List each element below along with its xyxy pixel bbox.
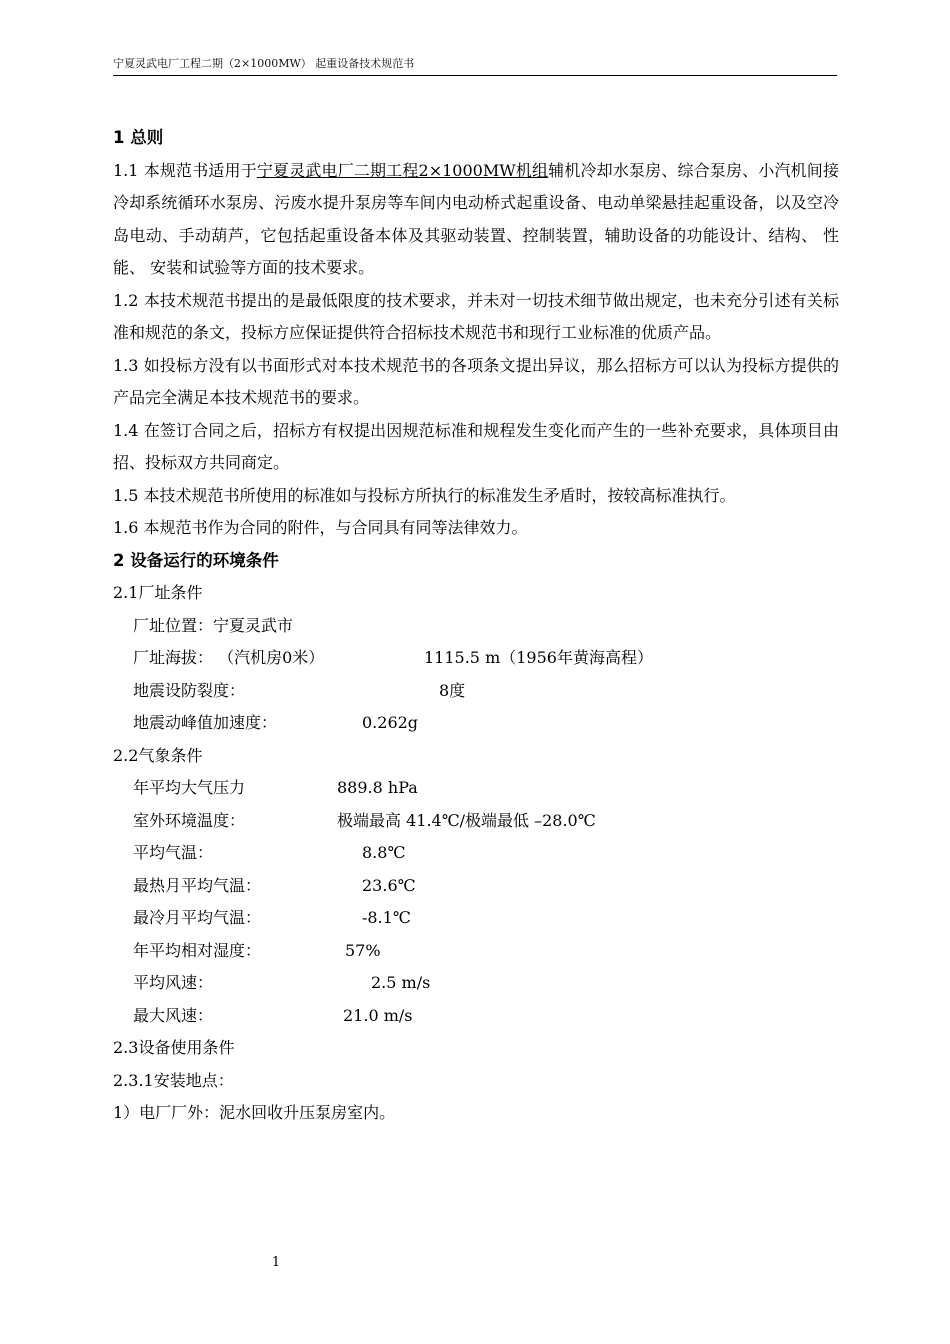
peak-acceleration-row bbox=[113, 707, 839, 740]
paragraph-1-1-rest: 辅机冷却水泵房、综合泵房、小汽机间接冷却系统循环水泵房、污废水提升泵房等车间内电动桥式起重设备、电动单梁悬挂起重设备，以及空冷岛电动、手动葫芦，它包括起重设备本体及其驱动装置、控制装置，辅助设备的功能设计、结构、 性能、 安装和试验等方面的技术要求。 bbox=[113, 160, 839, 277]
peak-acceleration-value: 0.262g bbox=[362, 713, 419, 732]
seismic-intensity-row bbox=[113, 675, 839, 708]
weather-value: 8.8℃ bbox=[362, 843, 406, 862]
weather-value: 2.5 m/s bbox=[371, 973, 431, 992]
paragraph-1-6: 1.6 本规范书作为合同的附件，与合同具有同等法律效力。 bbox=[113, 518, 528, 537]
weather-value: 57% bbox=[345, 940, 381, 960]
seismic-intensity-value: 8度 bbox=[439, 680, 466, 700]
subsection-2-2-heading: 2.2气象条件 bbox=[113, 745, 203, 765]
weather-row bbox=[113, 1000, 839, 1033]
running-header: 宁夏灵武电厂工程二期（2×1000MW） 起重设备技术规范书 bbox=[113, 57, 415, 70]
paragraph-1-1-lead: 1.1 本规范书适用于 bbox=[113, 160, 257, 180]
weather-value: -8.1℃ bbox=[362, 908, 411, 927]
document-body bbox=[113, 122, 839, 1130]
paragraph-1-2: 1.2 本技术规范书提出的是最低限度的技术要求，并未对一切技术细节做出规定，也未充分引述有关标准和规范的条文，投标方应保证提供符合招标技术规范书和现行工业标准的优质产品。 bbox=[113, 290, 839, 342]
weather-value: 极端最高 41.4℃/极端最低 –28.0℃ bbox=[337, 810, 596, 830]
site-location-row bbox=[113, 610, 839, 643]
project-name-underlined: 宁夏灵武电厂二期工程2×1000MW机组 bbox=[256, 160, 549, 180]
site-location-text: 厂址位置：宁夏灵武市 bbox=[133, 615, 294, 635]
header-rule bbox=[113, 75, 837, 76]
site-altitude-row bbox=[113, 642, 839, 675]
weather-row bbox=[113, 870, 839, 903]
weather-label: 年平均大气压力 bbox=[133, 778, 246, 797]
seismic-intensity-label: 地震设防裂度： bbox=[133, 680, 246, 700]
site-altitude-value: 1115.5 m（1956年黄海高程） bbox=[424, 648, 653, 667]
paragraph-1-3: 1.3 如投标方没有以书面形式对本技术规范书的各项条文提出异议，那么招标方可以认为投标方提供的产品完全满足本技术规范书的要求。 bbox=[113, 355, 839, 407]
weather-value: 889.8 hPa bbox=[337, 778, 418, 797]
weather-row bbox=[113, 935, 839, 968]
weather-label: 最冷月平均气温： bbox=[133, 908, 262, 927]
weather-value: 23.6℃ bbox=[362, 875, 416, 895]
subsection-2-3-heading: 2.3设备使用条件 bbox=[113, 1038, 235, 1057]
weather-label: 室外环境温度： bbox=[133, 810, 246, 830]
weather-row bbox=[113, 967, 839, 1000]
paragraph-1-1 bbox=[113, 155, 839, 285]
weather-label: 平均风速： bbox=[133, 973, 214, 992]
weather-label: 平均气温： bbox=[133, 843, 214, 862]
weather-label: 最大风速： bbox=[133, 1005, 214, 1025]
weather-row bbox=[113, 772, 839, 805]
section-1-heading: 1 总则 bbox=[113, 128, 164, 147]
site-altitude-label: 厂址海拔： （汽机房0米） bbox=[133, 648, 325, 667]
weather-row bbox=[113, 837, 839, 870]
weather-row bbox=[113, 902, 839, 935]
peak-acceleration-label: 地震动峰值加速度： bbox=[133, 713, 278, 732]
paragraph-1-4: 1.4 在签订合同之后，招标方有权提出因规范标准和规程发生变化而产生的一些补充要求，具体项目由招、投标双方共同商定。 bbox=[113, 420, 839, 472]
weather-label: 年平均相对湿度： bbox=[133, 940, 262, 960]
subsection-2-3-1-heading: 2.3.1安装地点： bbox=[113, 1070, 234, 1090]
weather-row bbox=[113, 805, 839, 838]
paragraph-1-5: 1.5 本技术规范书所使用的标准如与投标方所执行的标准发生矛盾时，按较高标准执行。 bbox=[113, 485, 736, 505]
weather-label: 最热月平均气温： bbox=[133, 875, 262, 895]
section-2-heading: 2 设备运行的环境条件 bbox=[113, 550, 279, 570]
install-location-item: 1）电厂厂外：泥水回收升压泵房室内。 bbox=[113, 1103, 396, 1122]
weather-value: 21.0 m/s bbox=[343, 1005, 413, 1025]
subsection-2-1-heading: 2.1厂址条件 bbox=[113, 583, 203, 602]
page-number: 1 bbox=[271, 1255, 281, 1270]
